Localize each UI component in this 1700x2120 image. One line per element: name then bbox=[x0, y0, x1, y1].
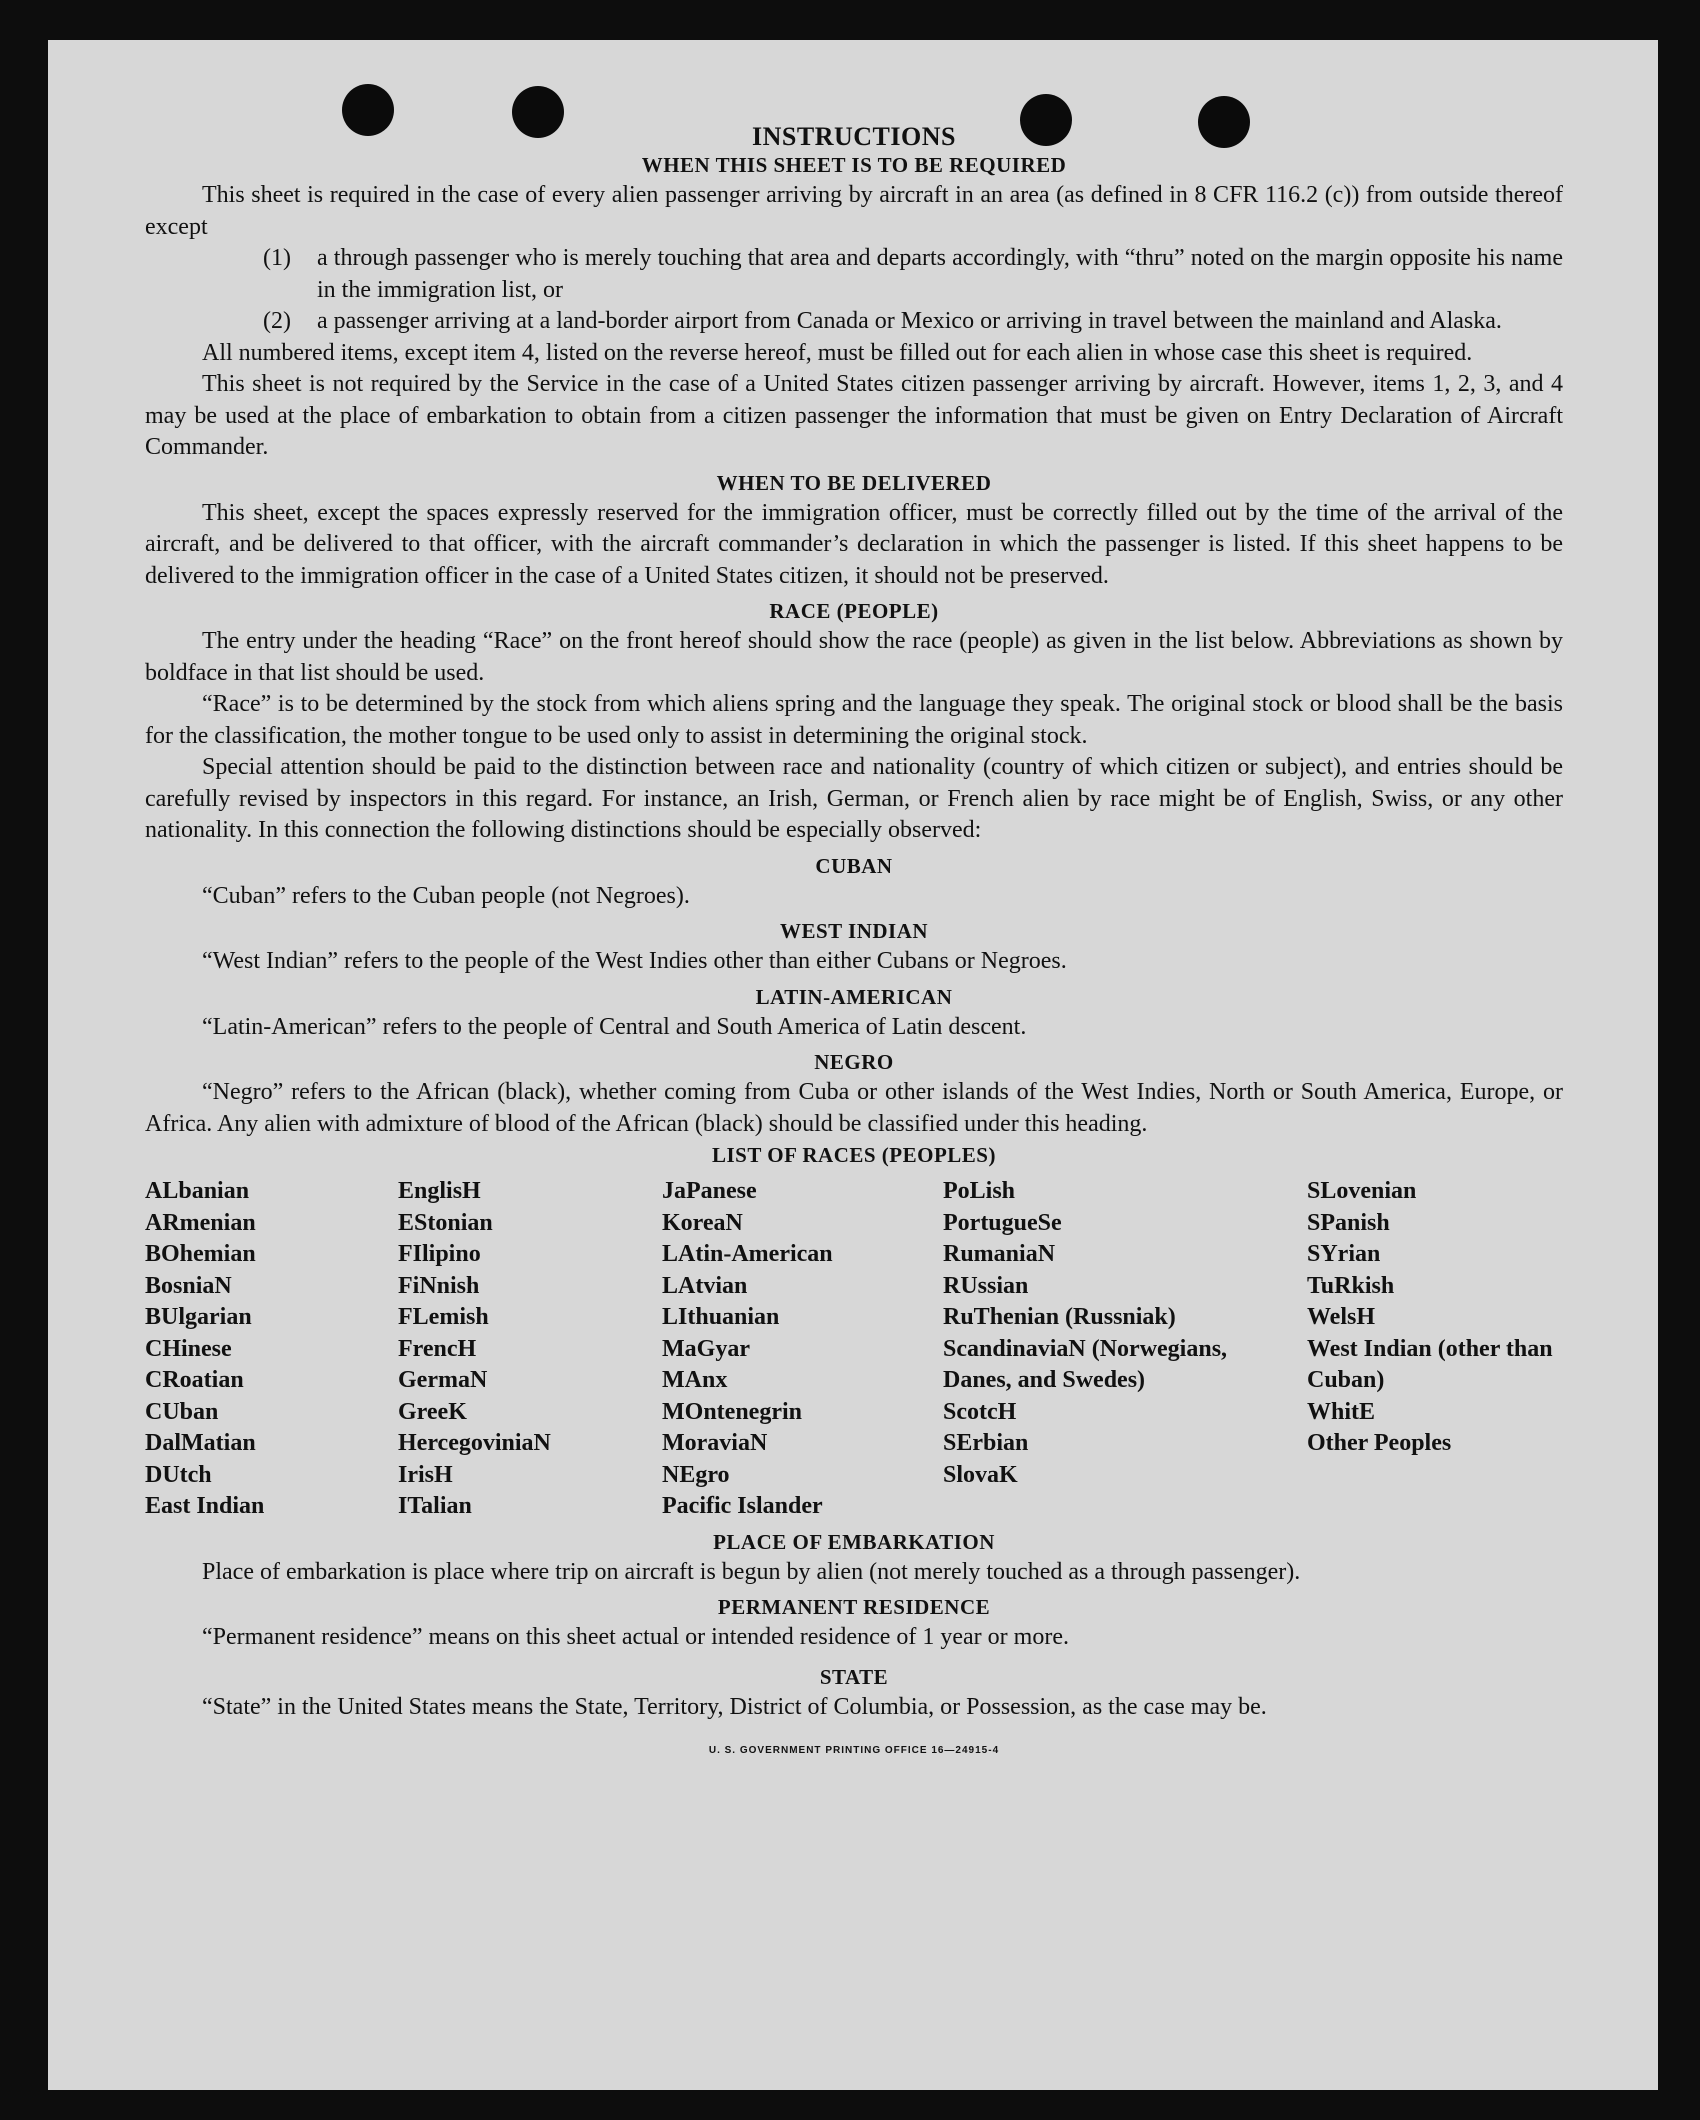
race-item: NEgro bbox=[662, 1461, 730, 1488]
race-item: WelsH bbox=[1307, 1304, 1376, 1330]
paragraph: “Cuban” refers to the Cuban people (not Negroes). bbox=[202, 882, 690, 909]
paragraph: Special attention should be paid to the distinction between race and nationality (country of which citizen or subject), and entries should be carefully revised by inspectors in this regard. For instance, an Irish, German, or French alien by race might be of English, Swiss, or any other nationality. In this connection the following distinctions should be especially observed: bbox=[145, 754, 1563, 843]
document-sheet bbox=[48, 40, 1658, 2090]
section-heading-required: WHEN THIS SHEET IS TO BE REQUIRED bbox=[641, 153, 1067, 177]
item-number: (1) bbox=[263, 245, 291, 271]
races-column bbox=[398, 1176, 662, 1523]
race-item: DUtch bbox=[145, 1461, 212, 1488]
paragraph: “Race” is to be determined by the stock from which aliens spring and the language they speak. The original stock or blood shall be the basis for the classification, the mother tongue to be used only to assist in determining the original stock. bbox=[145, 691, 1563, 749]
races-column bbox=[1307, 1176, 1563, 1523]
race-item: SLovenian bbox=[1307, 1178, 1417, 1204]
paragraph: This sheet, except the spaces expressly reserved for the immigration officer, must be correctly filled out by the time of the arrival of the aircraft, and be delivered to that officer, with the aircraft commander’s declaration in which the passenger is listed. If this sheet happens to be delivered to the immigration officer in the case of a United States citizen, it should not be preserved. bbox=[145, 499, 1563, 589]
race-item: DalMatian bbox=[145, 1430, 256, 1456]
paragraph: The entry under the heading “Race” on the front hereof should show the race (people) as given in the list below. Abbreviations as shown by boldface in that list should be used. bbox=[145, 628, 1563, 686]
race-item: Pacific Islander bbox=[662, 1493, 823, 1519]
race-item: SErbian bbox=[943, 1430, 1029, 1456]
section-heading-race: RACE (PEOPLE) bbox=[769, 599, 939, 623]
printing-office-footer: U. S. GOVERNMENT PRINTING OFFICE 16—24915-4 bbox=[708, 1745, 1000, 1756]
race-item: TuRkish bbox=[1307, 1272, 1395, 1299]
item-text: a passenger arriving at a land-border airport from Canada or Mexico or arriving in travel between the mainland and Alaska. bbox=[317, 308, 1502, 334]
item-text: a through passenger who is merely touching that area and departs accordingly, with “thru” noted on the margin opposite his name in the immigration list, or bbox=[317, 245, 1563, 303]
section-heading-races-list: LIST OF RACES (PEOPLES) bbox=[712, 1143, 996, 1167]
race-item: EStonian bbox=[398, 1209, 493, 1236]
race-item: SYrian bbox=[1307, 1241, 1381, 1267]
race-item: RumaniaN bbox=[943, 1241, 1056, 1267]
race-item: IrisH bbox=[398, 1461, 453, 1488]
race-item: East Indian bbox=[145, 1493, 265, 1519]
paragraph: Place of embarkation is place where trip on aircraft is begun by alien (not merely touched as a through passenger). bbox=[202, 1558, 1301, 1585]
race-item: LIthuanian bbox=[662, 1304, 780, 1330]
race-item: KoreaN bbox=[662, 1209, 743, 1236]
section-heading-negro: NEGRO bbox=[814, 1050, 894, 1074]
section-heading-residence: PERMANENT RESIDENCE bbox=[717, 1595, 991, 1619]
section-heading-state: STATE bbox=[819, 1664, 889, 1689]
race-item: GermaN bbox=[398, 1367, 488, 1393]
paragraph: “State” in the United States means the State, Territory, District of Columbia, or Possession, as the case may be. bbox=[202, 1693, 1267, 1720]
race-item: FiNnish bbox=[398, 1272, 480, 1299]
race-item: MAnx bbox=[662, 1367, 728, 1393]
race-item: West Indian (other than Cuban) bbox=[1307, 1335, 1553, 1393]
race-item: ScandinaviaN (Norwegians, Danes, and Swedes) bbox=[943, 1335, 1228, 1393]
race-item: FLemish bbox=[398, 1304, 489, 1330]
race-item: SlovaK bbox=[943, 1461, 1018, 1488]
race-item: LAtin-American bbox=[662, 1241, 833, 1267]
race-item: CHinese bbox=[145, 1335, 232, 1362]
race-item: MoraviaN bbox=[662, 1430, 768, 1456]
race-item: HercegoviniaN bbox=[398, 1430, 551, 1456]
race-item: PortugueSe bbox=[943, 1209, 1062, 1236]
races-column bbox=[662, 1176, 943, 1523]
race-item: FIlipino bbox=[398, 1241, 481, 1267]
race-item: ScotcH bbox=[943, 1398, 1017, 1425]
section-heading-delivered: WHEN TO BE DELIVERED bbox=[716, 470, 992, 495]
race-item: BUlgarian bbox=[145, 1304, 252, 1330]
paragraph: “Negro” refers to the African (black), whether coming from Cuba or other islands of the West Indies, North or South America, Europe, or Africa. Any alien with admixture of blood of the African (black) should be classified under this heading. bbox=[145, 1079, 1563, 1137]
paragraph: This sheet is required in the case of every alien passenger arriving by aircraft in an area (as defined in 8 CFR 116.2 (c)) from outside thereof except bbox=[145, 182, 1563, 240]
section-heading-west-indian: WEST INDIAN bbox=[779, 919, 929, 943]
race-item: CUban bbox=[145, 1398, 219, 1425]
section-heading-cuban: CUBAN bbox=[815, 853, 893, 878]
race-item: WhitE bbox=[1307, 1398, 1376, 1425]
race-item: PoLish bbox=[943, 1178, 1016, 1204]
numbered-item bbox=[145, 243, 1563, 306]
page-title: INSTRUCTIONS bbox=[752, 122, 956, 151]
race-item: SPanish bbox=[1307, 1209, 1390, 1236]
race-item: BosniaN bbox=[145, 1272, 232, 1299]
paragraph: This sheet is not required by the Service in the case of a United States citizen passenger arriving by aircraft. However, items 1, 2, 3, and 4 may be used at the place of embarkation to obtain from a citizen passenger the information that must be given on Entry Declaration of Aircraft Commander. bbox=[145, 371, 1563, 460]
section-heading-embarkation: PLACE OF EMBARKATION bbox=[713, 1529, 995, 1554]
races-column bbox=[943, 1176, 1307, 1523]
race-item: MaGyar bbox=[662, 1335, 750, 1362]
paragraph: “Latin-American” refers to the people of Central and South America of Latin descent. bbox=[202, 1013, 1027, 1040]
race-item: MOntenegrin bbox=[662, 1398, 802, 1425]
race-item: LAtvian bbox=[662, 1272, 748, 1299]
paragraph: “Permanent residence” means on this sheet actual or intended residence of 1 year or more. bbox=[202, 1624, 1069, 1650]
race-item: ALbanian bbox=[145, 1178, 250, 1204]
paragraph: All numbered items, except item 4, listed on the reverse hereof, must be filled out for each alien in whose case this sheet is required. bbox=[202, 339, 1473, 366]
paragraph: “West Indian” refers to the people of the West Indies other than either Cubans or Negroes. bbox=[202, 948, 1067, 974]
race-item: RuThenian (Russniak) bbox=[943, 1304, 1176, 1330]
item-number: (2) bbox=[263, 308, 291, 334]
race-item: FrencH bbox=[398, 1335, 477, 1362]
race-item: BOhemian bbox=[145, 1241, 256, 1267]
race-item: EnglisH bbox=[398, 1178, 481, 1204]
section-heading-latin-american: LATIN-AMERICAN bbox=[755, 984, 953, 1009]
race-item: GreeK bbox=[398, 1398, 467, 1425]
instructions-content bbox=[145, 120, 1563, 1767]
numbered-item bbox=[145, 306, 1563, 338]
races-list bbox=[145, 1176, 1563, 1523]
race-item: ARmenian bbox=[145, 1209, 256, 1236]
races-column bbox=[145, 1176, 398, 1523]
race-item: RUssian bbox=[943, 1272, 1029, 1299]
race-item: ITalian bbox=[398, 1493, 472, 1519]
race-item: CRoatian bbox=[145, 1367, 244, 1393]
race-item: Other Peoples bbox=[1307, 1430, 1452, 1456]
race-item: JaPanese bbox=[662, 1178, 757, 1204]
